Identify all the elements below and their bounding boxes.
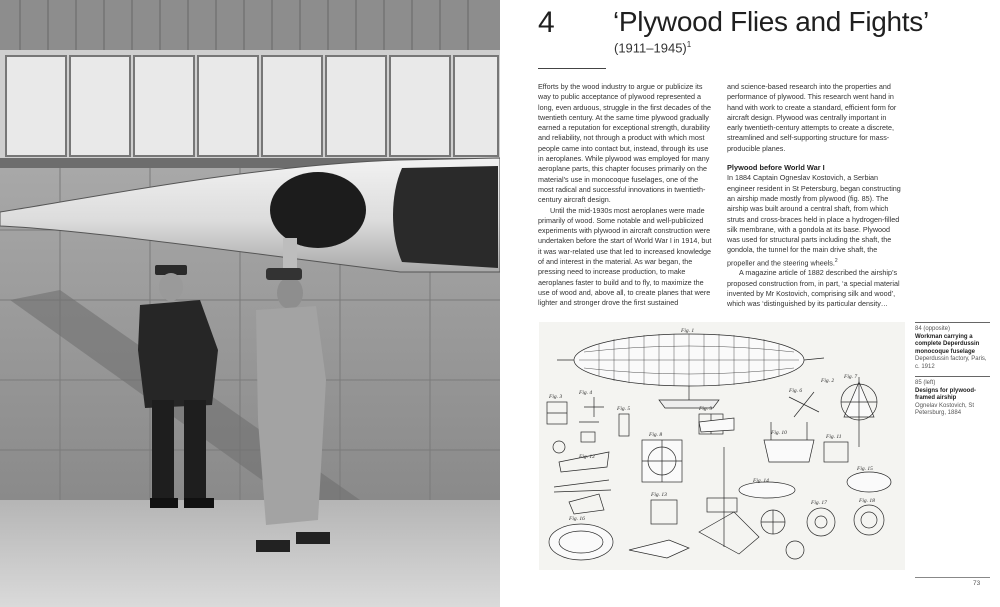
body-paragraph-3: and science-based research into the properties and performance of plywood. This research went hand in hand with work to create a standard, efficient form for aircraft design. Plywood was centrally important in early twentieth-century attempts to create a discrete, streamlined and self-supporting structure for mass-producible planes.: [727, 82, 897, 153]
fig-label-2: Fig. 2: [821, 378, 835, 384]
fig-label-9: Fig. 9: [699, 406, 713, 412]
caption-84-title: Workman carrying a complete Deperdussin monocoque fuselage: [915, 333, 980, 355]
figure-airship-plate: [539, 322, 905, 570]
body-column-1: [538, 82, 714, 309]
airship-envelope: [557, 334, 824, 408]
fig-label-16: Fig. 16: [569, 516, 585, 522]
fig-label-18: Fig. 18: [859, 498, 875, 504]
page-number: 73: [973, 580, 981, 587]
fig-label-13: Fig. 13: [651, 492, 667, 498]
caption-rule: [915, 376, 990, 377]
fig-label-17: Fig. 17: [811, 500, 827, 506]
fig-label-11: Fig. 11: [826, 434, 842, 440]
caption-84-detail: Deperdussin factory, Paris, c. 1912: [915, 356, 987, 370]
chapter-title: ‘Plywood Flies and Fights’: [613, 6, 929, 37]
fig-label-7: Fig. 7: [844, 374, 858, 380]
caption-84-ref: 84 (opposite): [915, 326, 951, 332]
body-paragraph-2: Until the mid-1930s most aeroplanes were made primarily of wood. Some notable and well-publicized experiments with plywood in aircraft construction were undertaken before the start of World War I in 1914, but it was war-related use that led to increased knowledge of and interest in the material. As war began, the pressing need to increase production, to make aeroplanes faster to build and to fly, to maximize the use of wood and, above all, to create planes that were lighter and stronger drove the first sustained: [538, 205, 712, 308]
fig-boats: [739, 422, 891, 498]
section-heading: Plywood before World War I: [727, 163, 825, 173]
body-paragraph-1: Efforts by the wood industry to argue or publicize its way to public acceptance of plywood represented a long, even arduous, struggle in the first decades of the twentieth century. At the same time plywood gradually earned a reputation for exceptional strength, durability and reliability, not through a product with which most people came into contact but, instead, through its use in aeroplanes. While plywood was employed for many aeroplane parts, this chapter focuses primarily on the material’s use in monocoque fuselages, one of the most radical and successful innovations in twentieth-century aircraft design.: [538, 82, 712, 205]
fig-label-3: Fig. 3: [549, 394, 563, 400]
chapter-dates: [614, 40, 691, 55]
photo-ground: [0, 500, 500, 607]
caption-85-ref: 85 (left): [915, 380, 936, 386]
fig-label-6: Fig. 6: [789, 388, 803, 394]
chapter-number: 4: [538, 6, 555, 39]
caption-85-detail: Ognelav Kostovich, St Petersburg, 1884: [915, 402, 975, 417]
airship-drawing: [539, 322, 905, 570]
body-column-2: [727, 82, 903, 310]
fig-label-5: Fig. 5: [617, 406, 631, 412]
fig-label-15: Fig. 15: [857, 466, 873, 472]
fig-label-1: Fig. 1: [681, 328, 695, 334]
footnote-ref-1: 1: [686, 40, 692, 49]
title-rule: [538, 68, 606, 69]
fig-label-12: Fig. 12: [579, 454, 595, 460]
fig-bottom-row: [549, 498, 884, 560]
footnote-ref-2: 2: [834, 257, 838, 264]
photo-plank-wall: [0, 0, 500, 50]
fig-label-14: Fig. 14: [753, 478, 769, 484]
fig-label-10: Fig. 10: [771, 430, 787, 436]
body-paragraph-4: [727, 173, 903, 268]
caption-85-title: Designs for plywood-framed airship: [915, 387, 977, 402]
folio-rule: [915, 577, 990, 578]
caption-85: [915, 376, 990, 418]
caption-rule: [915, 322, 990, 323]
chapter-dates-text: (1911–1945): [614, 40, 687, 56]
fig-tower-frame: [841, 377, 877, 447]
body-paragraph-5: A magazine article of 1882 described the airship’s proposed construction from, in part, ‘a special material invented by Mr Kostovich, comprising silk and wood’, which was ‘distinguished by its particular density…: [727, 268, 900, 309]
fig-label-8: Fig. 8: [649, 432, 663, 438]
body-paragraph-4-text: In 1884 Captain Ogneslav Kostovich, a Serbian engineer resident in St Petersburg, began constructing an airship made mostly from plywood (fig. 85). The airship was built around a central shaft, from which struts and cross-braces held in place a hydrogen-filled silk membrane, with a gondola at its base. Plywood was used for structural parts including the shaft, the gondola, the tunnel for the main drive shaft, the propeller and the steering wheels.: [727, 173, 901, 268]
caption-84: [915, 322, 990, 372]
fig2-wheel: [789, 392, 819, 417]
fig-label-4: Fig. 4: [579, 390, 593, 396]
